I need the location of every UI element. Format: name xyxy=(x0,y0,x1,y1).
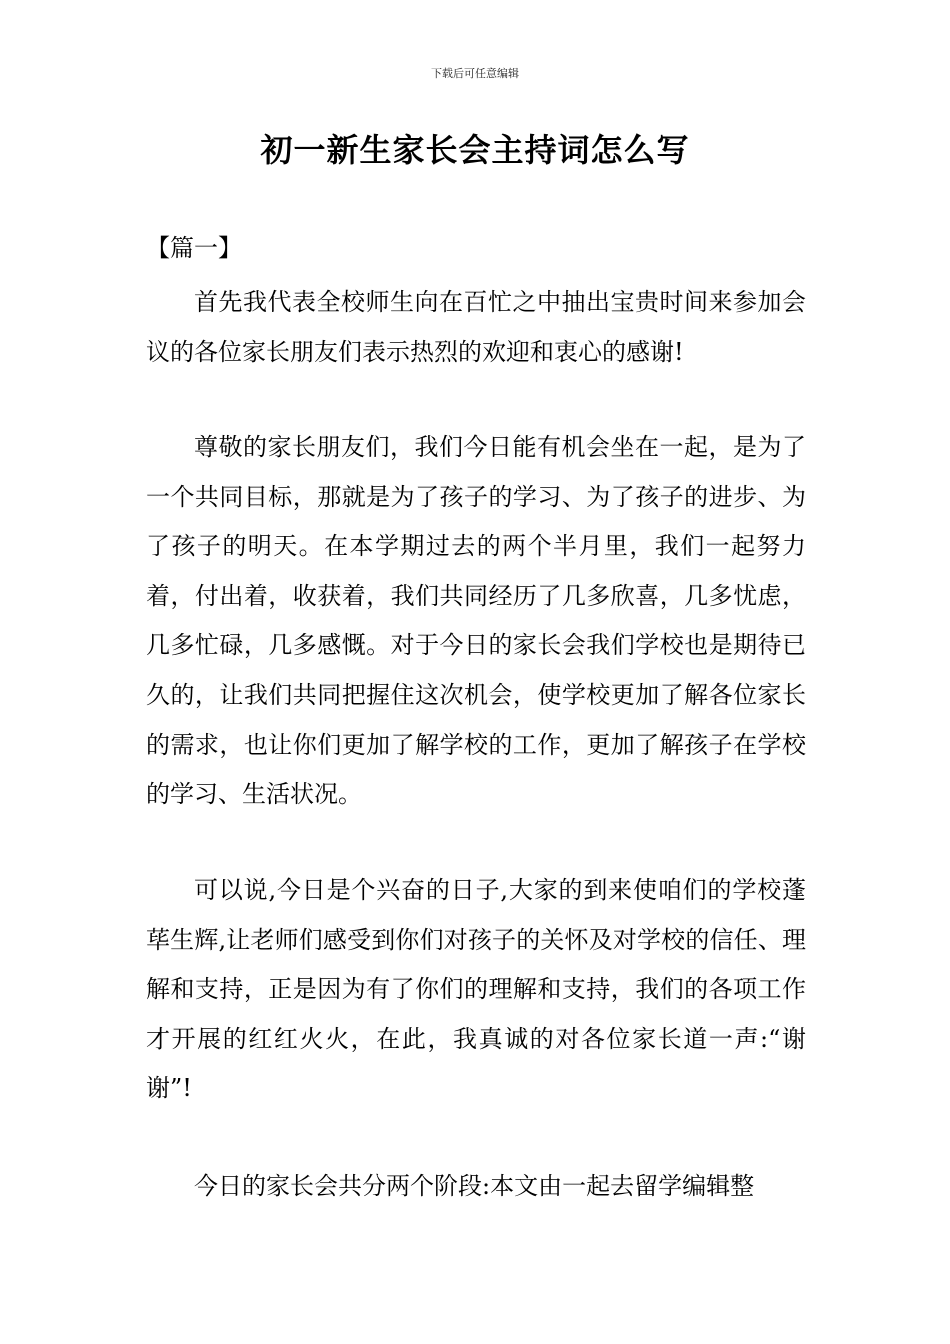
paragraph: 首先我代表全校师生向在百忙之中抽出宝贵时间来参加会议的各位家长朋友们表示热烈的欢迎和衷心的感谢! xyxy=(146,288,806,366)
document-title: 初一新生家长会主持词怎么写 xyxy=(260,131,690,169)
paragraph: 可以说,今日是个兴奋的日子,大家的到来使咱们的学校蓬荜生辉,让老师们感受到你们对孩子的关怀及对学校的信任、理解和支持，正是因为有了你们的理解和支持，我们的各项工作才开展的红红火火，在此，我真诚的对各位家长道一声:“谢谢”! xyxy=(146,876,806,1103)
paragraph: 尊敬的家长朋友们，我们今日能有机会坐在一起，是为了一个共同目标，那就是为了孩子的学习、为了孩子的进步、为了孩子的明天。在本学期过去的两个半月里，我们一起努力着，付出着，收获着，我们共同经历了几多欣喜，几多忧虑，几多忙碌，几多感慨。对于今日的家长会我们学校也是期待已久的，让我们共同把握住这次机会，使学校更加了解各位家长的需求，也让你们更加了解学校的工作，更加了解孩子在学校的学习、生活状况。 xyxy=(146,433,806,809)
header-note: 下载后可任意编辑 xyxy=(431,67,519,80)
section-label: 【篇一】 xyxy=(146,234,242,262)
paragraph: 今日的家长会共分两个阶段:本文由一起去留学编辑整 xyxy=(194,1172,755,1200)
